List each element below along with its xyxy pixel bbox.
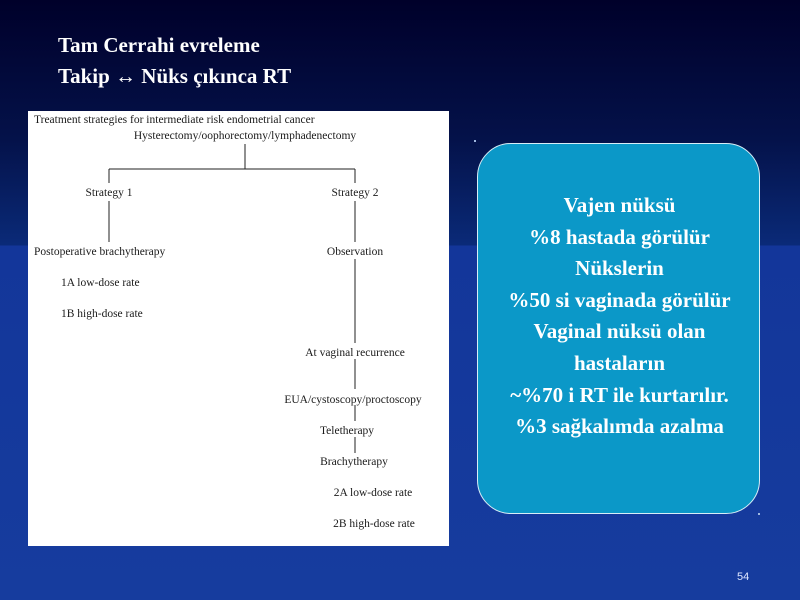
callout-anchor-dot-bottom	[758, 513, 760, 515]
callout-line: ~%70 i RT ile kurtarılır.	[510, 382, 729, 407]
title-line-2: Takip ↔ Nüks çıkınca RT	[58, 64, 292, 88]
slide-title	[58, 30, 291, 92]
strategy-1-option-1b: 1B high-dose rate	[61, 308, 143, 320]
figure-caption: Treatment strategies for intermediate risk endometrial cancer	[34, 114, 315, 126]
callout-line: Vaginal nüksü olan	[533, 319, 706, 344]
callout-anchor-dot-top	[474, 140, 476, 142]
title-line-1: Tam Cerrahi evreleme	[58, 33, 260, 57]
callout-line: %8 hastada görülür	[529, 224, 710, 249]
strategy-2-trigger: At vaginal recurrence	[305, 347, 405, 359]
callout-text	[478, 190, 761, 443]
page-number: 54	[737, 571, 750, 583]
flowchart-svg	[28, 111, 449, 546]
strategy-2-label: Strategy 2	[331, 187, 379, 199]
callout-line: hastaların	[573, 350, 665, 375]
treatment-flowchart	[28, 111, 449, 546]
flowchart-connectors	[109, 144, 355, 453]
strategy-2-step-eua: EUA/cystoscopy/proctoscopy	[284, 394, 422, 406]
strategy-2-step: Observation	[326, 246, 384, 258]
strategy-1-option-1a: 1A low-dose rate	[61, 277, 140, 289]
strategy-2-option-2b: 2B high-dose rate	[333, 518, 415, 530]
strategy-1-step: Postoperative brachytherapy	[34, 246, 166, 258]
recurrence-callout	[477, 143, 760, 514]
callout-line: %50 si vaginada görülür	[508, 287, 731, 312]
callout-line: %3 sağkalımda azalma	[515, 414, 724, 439]
strategy-1-label: Strategy 1	[85, 187, 133, 199]
strategy-2-option-2a: 2A low-dose rate	[333, 487, 413, 499]
callout-line: Nükslerin	[575, 256, 664, 281]
strategy-2-step-brachytherapy: Brachytherapy	[320, 456, 388, 468]
strategy-2-step-teletherapy: Teletherapy	[319, 425, 375, 437]
root-node: Hysterectomy/oophorectomy/lymphadenectomy	[133, 130, 357, 142]
callout-line: Vajen nüksü	[563, 193, 676, 217]
